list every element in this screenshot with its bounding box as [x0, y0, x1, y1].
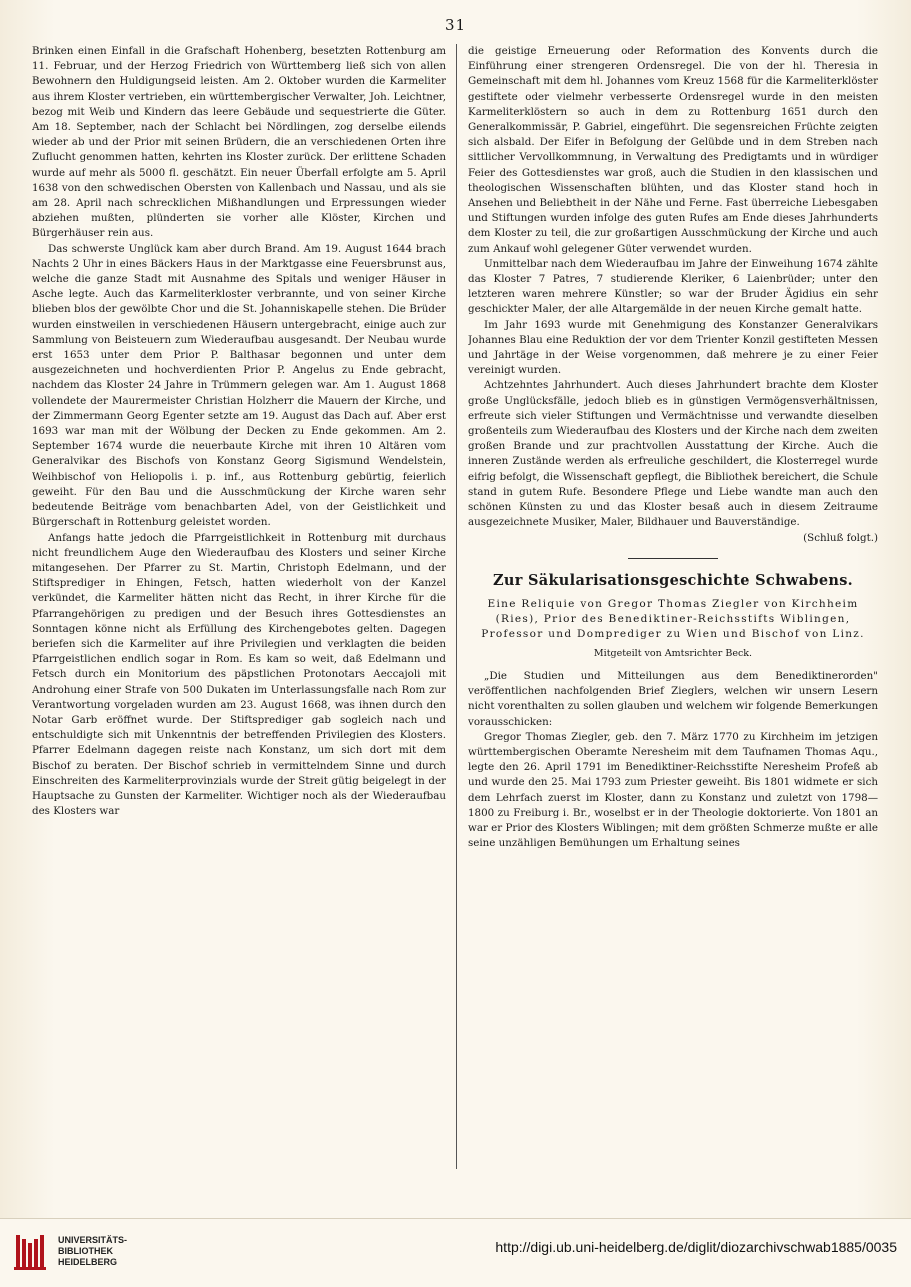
section-paragraph-1: „Die Studien und Mitteilungen aus dem Benediktinerorden" veröffentlichen nachfolgenden Brief Zieglers, welchen wir unsern Lesern nicht vorenthalten zu sollen glauben und welchem wir folgende Bemerkungen vorausschicken: [468, 669, 878, 728]
section-title: Zur Säkularisationsgeschichte Schwabens. [492, 571, 854, 589]
right-paragraph-4: Achtzehntes Jahrhundert. Auch dieses Jahrhundert brachte dem Kloster große Unglücksfälle, jedoch blieb es in günstigen Vermögensverhältnissen, erfreute sich vieler Stiftungen und Vermächtnisse und verwandte dieselben großenteils zum Wiederaufbau des Klosters und der Kirche nach dem zweiten großen Brande und zur prachtvollen Ausstattung der Kirche. Auch die inneren Zustände werden als erfreuliche geschildert, die Klosterregel wurde eifrig befolgt, die Wissenschaft gepflegt, die Bibliothek bereichert, die Schule stand in gutem Rufe. Besondere Pflege und Liebe wandte man auch den schönen Künsten zu und das Kloster besaß auch in diesem Zeitraume ausgezeichnete Musiker, Maler, Bildhauer und Bauverständige. [468, 379, 878, 529]
source-url-link[interactable]: http://digi.ub.uni-heidelberg.de/diglit/diozarchivschwab1885/0035 [495, 1239, 897, 1255]
library-name [58, 1235, 127, 1268]
continuation-note: (Schluß folgt.) [803, 531, 878, 544]
library-name-line: BIBLIOTHEK [58, 1246, 113, 1256]
section-byline: Mitgeteilt von Amtsrichter Beck. [593, 647, 753, 659]
column-divider [456, 44, 457, 1169]
right-paragraph-3: Im Jahr 1693 wurde mit Genehmigung des Konstanzer Generalvikars Johannes Blau eine Reduktion der vor dem Trienter Konzil gestifteten Messen und Jahrtäge in der Weise vorgenommen, daß mehrere je zu einer Feier vereinigt wurden. [468, 318, 878, 377]
left-column [32, 44, 446, 1169]
left-paragraph-1: Brinken einen Einfall in die Grafschaft Hohenberg, besetzten Rottenburg am 11. Februar, und der Herzog Friedrich von Württemberg ließ sich von allen Bewohnern den Huldigungseid leisten. Am 2. Oktober wurden die Karmeliter aus ihrem Kloster vertrieben, ein württembergischer Verwalter, Joh. Leichtner, bezog mit Weib und Kindern das leere Gebäude und sequestrierte die Güter. Am 18. September, nach der Schlacht bei Nördlingen, zog derselbe eilends wieder ab und der Prior mit seinen Brüdern, die an verschiedenen Orten ihre Zuflucht genommen hatten, kehrten ins Kloster zurück. Der erlittene Schaden wurde auf mehr als 5000 fl. geschätzt. Ein neuer Überfall erfolgte am 5. April 1638 von den schwedischen Obersten von Kallenbach und Nassau, und als sie am 28. April nach schrecklichen Mißhandlungen und Erpressungen wieder abziehen mußten, plünderten sie vorher alle Klöster, Kirchen und Bürgerhäuser rein aus. [32, 45, 446, 240]
section-subtitle: Eine Reliquie von Gregor Thomas Ziegler von Kirchheim (Ries), Prior des Benediktiner-Reichsstifts Wiblingen, Professor und Domprediger zu Wien und Bischof von Linz. [481, 597, 865, 640]
library-name-line: HEIDELBERG [58, 1257, 118, 1267]
library-name-line: UNIVERSITÄTS- [58, 1235, 128, 1245]
right-paragraph-2: Unmittelbar nach dem Wiederaufbau im Jahre der Einweihung 1674 zählte das Kloster 7 Patres, 7 studierende Kleriker, 6 Laienbrüder; unter den letzteren waren mehrere Künstler; so war der Bruder Ägidius ein sehr geschickter Maler, der alle Altargemälde in der neuen Kirche gemalt hatte. [468, 257, 878, 316]
page-number: 31 [444, 16, 467, 34]
section-paragraph-2: Gregor Thomas Ziegler, geb. den 7. März 1770 zu Kirchheim im jetzigen württembergischen Oberamte Neresheim mit dem Taufnamen Thomas Aqu., legte den 26. April 1791 im Benediktiner-Reichsstifte Neresheim Profeß ab und wurde den 25. Mai 1793 zum Priester geweiht. Bis 1801 widmete er sich dem Lehrfach zuerst im Kloster, dann zu Konstanz und zuletzt von 1798—1800 zu Freiburg i. Br., woselbst er in der Theologie doktorierte. Von 1801 an war er Prior des Klosters Wiblingen; mit dem größten Schmerze mußte er alle seine unzähligen Bemühungen um Erhaltung seines [468, 730, 878, 850]
left-paragraph-2: Das schwerste Unglück kam aber durch Brand. Am 19. August 1644 brach Nachts 2 Uhr in eines Bäckers Haus in der Marktgasse eine Feuersbrunst aus, welche die ganze Stadt mit Ausnahme des Spitals und weniger Häuser in Asche legte. Auch das Karmeliterkloster verbrannte, und von seiner Kirche blieben blos der gewölbte Chor und die St. Johanniskapelle stehen. Die Brüder wurden einstweilen in verschiedenen Häusern untergebracht, einige auch zur Sammlung von Beisteuern zum Wiederaufbau ausgesandt. Der Neubau wurde erst 1653 unter dem Prior P. Balthasar begonnen und unter dem ausgezeichneten und hochverdienten Prior P. Angelus zu Ende gebracht, nachdem das Kloster 24 Jahre in Trümmern gelegen war. Am 1. August 1868 vollendete der Maurermeister Christian Holzherr die Mauern der Kirche, und der Zimmermann Georg Egenter setzte am 19. August das Dach auf. Aber erst 1693 war man mit der Wölbung der Decken zu Ende gekommen. Am 2. September 1674 wurde die neuerbaute Kirche mit ihren 10 Altären vom Generalvikar des Bischofs von Konstanz Georg Sigismund Wendelstein, Weihbischof von Heliopolis i. p. inf., aus Rottenburg gebürtig, feierlich geweiht. Für den Bau und die Ausschmückung der Kirche waren sehr bedeutende Beiträge vom benachbarten Adel, von der Geistlichkeit und Bürgerschaft in Rottenburg geleistet worden. [32, 242, 446, 529]
right-column [468, 44, 878, 1169]
left-paragraph-3: Anfangs hatte jedoch die Pfarrgeistlichkeit in Rottenburg mit durchaus nicht freundlichem Auge den Wiederaufbau des Klosters und seiner Kirche mitangesehen. Der Pfarrer zu St. Martin, Christoph Edelmann, und der Stiftsprediger in Ehingen, Fetsch, hatten wiederholt von der Kanzel verkündet, die Karmeliter hätten nicht das Recht, in ihrer Kirche für die Pfarrangehörigen zu predigen und der Besuch ihres Gottesdienstes an Sonntagen könne nicht als Erfüllung des Kirchengebotes gelten. Dagegen beriefen sich die Karmeliter auf ihre Privilegien und verklagten die beiden Pfarrgeistlichen endlich sogar in Rom. Es kam so weit, daß Edelmann und Fetsch durch ein Monitorium des päpstlichen Protonotars Aeccajoli mit Androhung einer Strafe von 500 Dukaten im Unterlassungsfalle nach Rom zur Verantwortung vorgeladen wurden am 23. August 1668, was ihnen durch den Notar Garb eröffnet wurde. Der Stiftsprediger gab sogleich nach und entschuldigte sich mit Unkenntnis der betreffenden Privilegien des Klosters. Pfarrer Edelmann dagegen reiste nach Konstanz, um sich dort mit dem Bischof zu beraten. Der Bischof schrieb in vermittelndem Sinne und durch Einschreiten des Karmeliterprovinzials wurde der Streit gütig beigelegt in der Hauptsache zu Gunsten der Karmeliter. Wichtiger noch als der Wiederaufbau des Klosters war [32, 531, 446, 818]
viewer-footer [0, 1218, 911, 1287]
library-logo-icon [12, 1231, 52, 1271]
section-rule [628, 558, 718, 559]
right-paragraph-1: die geistige Erneuerung oder Reformation des Konvents durch die Einführung einer strengeren Ordensregel. Die von der hl. Theresia in Gemeinschaft mit dem hl. Johannes vom Kreuz 1568 für die Karmeliterklöster gestiftete oder vielmehr verbesserte Ordensregel wurde in den meisten Karmeliterklöstern so auch in dem zu Rottenburg 1651 durch den Generalkommissär, P. Gabriel, eingeführt. Die segensreichen Früchte zeigten sich alsbald. Der Eifer in Befolgung der Gelübde und in dem Streben nach sittlicher Vervollkommnung, in Verwaltung des Predigtamts und in würdiger Feier des Gottesdienstes war groß, auch die Studien in den klassischen und theologischen Wissenschaften blühten, und das Kloster stand hoch in Ansehen und Beliebtheit in der Nähe und Ferne. Fast überreiche Liebesgaben und Stiftungen wurden infolge des guten Rufes am Ende dieses Jahrhunderts dem Kloster zu teil, die zur großartigen Ausschmückung der Kirche und auch zum Ankauf wohl gelegener Güter verwendet wurden. [468, 45, 878, 255]
